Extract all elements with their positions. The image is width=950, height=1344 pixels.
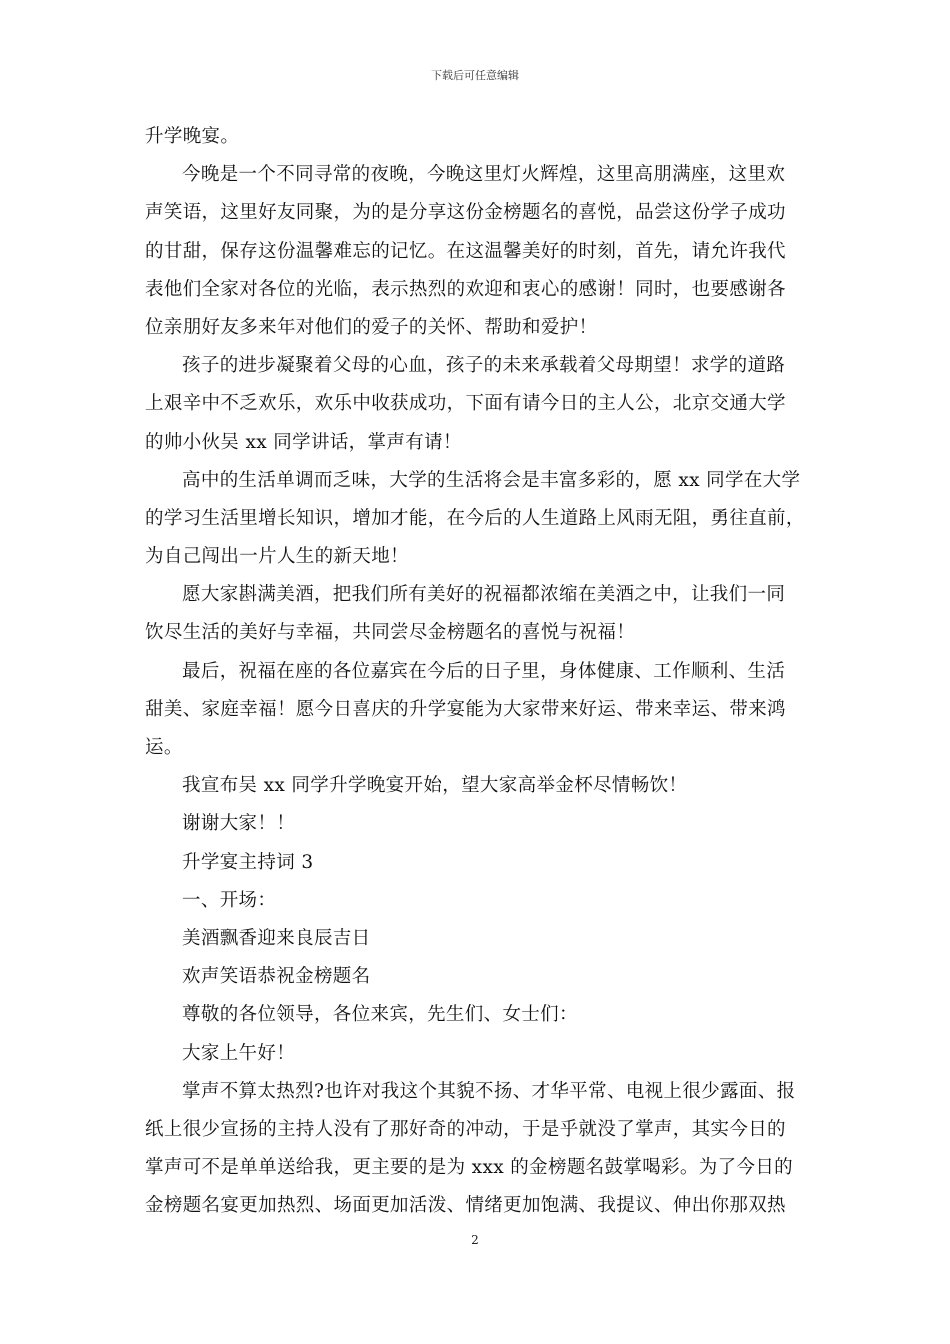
- text-line: 高中的生活单调而乏味，大学的生活将会是丰富多彩的，愿 xx 同学在大学: [182, 469, 801, 491]
- document-body: [145, 118, 807, 1225]
- text-line: 美酒飘香迎来良辰吉日: [182, 927, 371, 949]
- text-line: 愿大家斟满美酒，把我们所有美好的祝福都浓缩在美酒之中，让我们一同: [182, 584, 786, 606]
- text-line: 掌声不算太热烈?也许对我这个其貌不扬、才华平常、电视上很少露面、报: [182, 1080, 796, 1102]
- text-line: 为自己闯出一片人生的新天地！: [145, 546, 409, 568]
- text-line: 大家上午好！: [182, 1042, 296, 1064]
- text-line: 金榜题名宴更加热烈、场面更加活泼、情绪更加饱满、我提议、伸出你那双热: [145, 1195, 786, 1217]
- text-line: 孩子的进步凝聚着父母的心血，孩子的未来承载着父母期望！求学的道路: [182, 355, 786, 377]
- text-line: 表他们全家对各位的光临，表示热烈的欢迎和衷心的感谢！同时，也要感谢各: [145, 278, 786, 300]
- text-line: 的甘甜，保存这份温馨难忘的记忆。在这温馨美好的时刻，首先，请允许我代: [145, 240, 786, 262]
- text-line: 纸上很少宣扬的主持人没有了那好奇的冲动，于是乎就没了掌声，其实今日的: [145, 1118, 786, 1140]
- page-number: 2: [471, 1233, 479, 1247]
- text-line: 饮尽生活的美好与幸福，共同尝尽金榜题名的喜悦与祝福！: [145, 622, 636, 644]
- text-line: 上艰辛中不乏欢乐，欢乐中收获成功，下面有请今日的主人公，北京交通大学: [145, 393, 786, 415]
- text-line: 升学晚宴。: [145, 126, 240, 147]
- text-line: 升学宴主持词 3: [182, 851, 314, 873]
- text-line: 我宣布吴 xx 同学升学晚宴开始，望大家高举金杯尽情畅饮！: [182, 775, 688, 797]
- text-line: 尊敬的各位领导，各位来宾，先生们、女士们：: [182, 1004, 578, 1026]
- text-line: 一、开场：: [182, 889, 277, 911]
- text-line: 欢声笑语恭祝金榜题名: [182, 966, 371, 988]
- text-line: 的学习生活里增长知识，增加才能，在今后的人生道路上风雨无阻，勇往直前，: [145, 507, 805, 529]
- text-line: 的帅小伙吴 xx 同学讲话，掌声有请！: [145, 431, 462, 453]
- text-line: 甜美、家庭幸福！愿今日喜庆的升学宴能为大家带来好运、带来幸运、带来鸿: [145, 698, 786, 720]
- text-line: 运。: [145, 737, 183, 758]
- text-line: 谢谢大家！！: [182, 813, 296, 835]
- header-note: 下载后可任意编辑: [431, 69, 519, 82]
- text-line: 声笑语，这里好友同聚，为的是分享这份金榜题名的喜悦，品尝这份学子成功: [145, 202, 786, 224]
- text-line: 位亲朋好友多来年对他们的爱子的关怀、帮助和爱护！: [145, 316, 598, 338]
- text-line: 今晚是一个不同寻常的夜晚，今晚这里灯火辉煌，这里高朋满座，这里欢: [182, 164, 786, 186]
- text-line: 最后，祝福在座的各位嘉宾在今后的日子里，身体健康、工作顺利、生活: [182, 660, 786, 682]
- text-line: 掌声可不是单单送给我，更主要的是为 xxx 的金榜题名鼓掌喝彩。为了今日的: [145, 1157, 794, 1179]
